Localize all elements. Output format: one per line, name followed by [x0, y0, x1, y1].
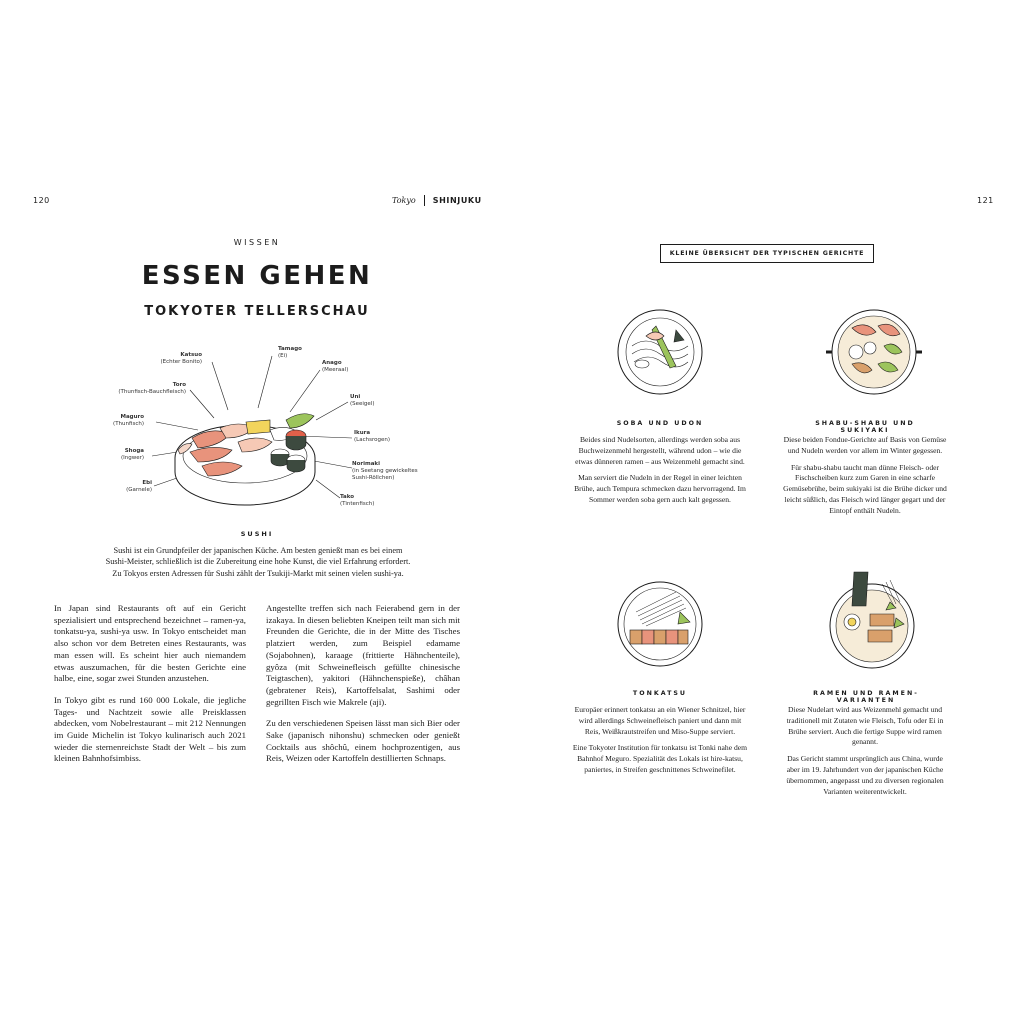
- body-paragraph: Angestellte treffen sich nach Feierabend gern in der izakaya. In diesen beliebten Kneipen teilt man sich mit Freunden die Gerichte, die in der Mitte des Tisches platziert werden, zum Beispiel edamame (Sojabohnen), karaage (frittierte Hähnchenteile), gyôza (mit Schweinefleisch gefüllte chinesische Teigtaschen), yakitori (Hähnchenspieße), châhan (gebratener Reis), Kartoffelsalat, Sashimi oder gegrillten Fisch wie Makrele (aji).: [266, 603, 460, 707]
- dish-paragraph: Diese beiden Fondue-Gerichte auf Basis von Gemüse und Nudeln werden vor allem im Winter gegessen.: [783, 435, 947, 455]
- sushi-caption: [80, 545, 436, 579]
- sushi-caption-line: Zu Tokyos ersten Adressen für Sushi zählt der Tsukiji-Markt mit seinen vielen sushi-ya.: [112, 568, 404, 578]
- label-maguro: [96, 414, 144, 428]
- sushi-caption-line: Sushi ist ein Grundpfeiler der japanischen Küche. Am besten genießt man es bei einem: [113, 546, 403, 555]
- dish-paragraph: Diese Nudelart wird aus Weizenmehl gemacht und traditionell mit Zutaten wie Fleisch, Tofu oder Ei in Brühe serviert. Auch die fertige Suppe wird ramen genannt.: [786, 705, 944, 747]
- label-uni-name: Uni: [350, 394, 361, 400]
- label-anago: [322, 360, 366, 374]
- label-katsuo: [150, 352, 202, 366]
- label-ebi: [104, 480, 152, 494]
- page-title: ESSEN GEHEN: [141, 261, 373, 291]
- label-maguro-sub: (Thunfisch): [113, 421, 144, 427]
- label-tamago: [278, 346, 318, 360]
- label-shoga-sub: (Ingwer): [120, 455, 144, 461]
- label-toro-name: Toro: [172, 382, 186, 388]
- label-norimaki: [352, 461, 432, 482]
- body-paragraph: In Tokyo gibt es rund 160 000 Lokale, die jegliche Tages- und Nachtzeit sowie alle Preisklassen abdecken, vom Nobelrestaurant – mit 212 Nennungen im Guide Michelin ist Tokyo kulinarisch auch 2021 wieder die sternenreichste Stadt der Welt – bis zum kleinen Bahnhofsimbiss.: [54, 694, 246, 764]
- page-number-left: 120: [33, 196, 50, 205]
- dish-text-tonkatsu: [572, 705, 748, 782]
- label-tamago-sub: (Ei): [278, 353, 288, 359]
- label-shoga: [100, 448, 144, 462]
- label-tamago-name: Tamago: [278, 346, 302, 352]
- label-katsuo-sub: (Echter Bonito): [160, 359, 202, 365]
- label-ebi-sub: (Garnele): [126, 487, 152, 493]
- label-tako: [340, 494, 388, 508]
- shabu-shabu-pot-illustration: [822, 306, 926, 398]
- label-ebi-name: Ebi: [142, 480, 152, 486]
- dish-paragraph: Man serviert die Nudeln in der Regel in einer leichten Brühe, auch Tempura schmecken dazu hervorragend. Im Sommer werden soba gern auch kalt gegessen.: [574, 473, 746, 504]
- header-divider: [424, 195, 425, 206]
- label-maguro-name: Maguro: [120, 414, 144, 420]
- running-header-city: Tokyo: [392, 196, 416, 205]
- dish-paragraph: Für shabu-shabu taucht man dünne Fleisch- oder Fischscheiben kurz zum Garen in eine scharfe Gemüsebrühe, beim sukiyaki ist die Brühe dicker und leicht süßlich, das Fleisch wird länger gegart und der Eintopf enthält Nudeln.: [783, 462, 947, 515]
- tonkatsu-plate-illustration: [616, 578, 704, 670]
- dish-text-ramen: [782, 705, 948, 803]
- label-norimaki-sub2: Sushi-Röllchen): [352, 475, 395, 481]
- label-katsuo-name: Katsuo: [180, 352, 202, 358]
- dish-title-ramen: RAMEN UND RAMEN-VARIANTEN: [813, 690, 919, 704]
- dish-title-tonkatsu: TONKATSU: [632, 690, 688, 697]
- running-header-district: SHINJUKU: [432, 196, 482, 205]
- label-ikura: [354, 430, 402, 444]
- dish-title-shabu: SHABU-SHABU UND SUKIYAKI: [815, 420, 915, 434]
- sushi-caption-line: Sushi-Meister, schließlich ist die Zubereitung eine hohe Kunst, die viel Erfahrung erfordert.: [105, 557, 411, 567]
- dish-title-soba: SOBA UND UDON: [616, 420, 704, 427]
- label-uni-sub: (Seeigel): [350, 401, 375, 407]
- label-tako-sub: (Tintenfisch): [340, 501, 375, 507]
- section-kicker: WISSEN: [233, 238, 281, 247]
- label-toro-sub: (Thunfisch-Bauchfleisch): [118, 389, 186, 395]
- ramen-bowl-illustration: [824, 570, 920, 670]
- page-number-right: 121: [977, 196, 994, 205]
- body-paragraph: Zu den verschiedenen Speisen lässt man sich Bier oder Sake (japanisch nihonshu) schmecken oder genießt Cocktails aus shôchû, einem hochprozentigen, aus Reis, Weizen oder Kartoffeln destillierten Schnaps.: [266, 718, 460, 764]
- label-norimaki-name: Norimaki: [352, 461, 380, 467]
- soba-bowl-illustration: [616, 306, 704, 398]
- label-tako-name: Tako: [340, 494, 355, 500]
- body-paragraph: In Japan sind Restaurants oft auf ein Gericht spezialisiert und entsprechend bezeichnet – ramen-ya, tonkatsu-ya, sushi-ya usw. In Tokyo entscheidet man also schon vor dem Betreten eines Restaurants, was man essen will. Es scheint hier auch niemandem etwas auszumachen, für die besten Gerichte eine halbe, eine, sogar zwei Stunden anzustehen.: [54, 603, 246, 684]
- label-toro: [86, 382, 186, 396]
- label-shoga-name: Shoga: [124, 448, 144, 454]
- label-anago-sub: (Meeraal): [322, 367, 349, 373]
- label-ikura-sub: (Lachsrogen): [354, 437, 390, 443]
- body-column-1: [54, 603, 246, 775]
- dish-paragraph: Beides sind Nudelsorten, allerdings werden soba aus Buchweizenmehl hergestellt, während udon – wie die etwas dünneren ramen – aus Weizenmehl gemacht sind.: [575, 435, 745, 466]
- dish-text-shabu: [782, 435, 948, 523]
- label-ikura-name: Ikura: [354, 430, 371, 436]
- label-norimaki-sub: (in Seetang gewickeltes: [352, 468, 418, 474]
- sushi-caption-title: SUSHI: [240, 530, 274, 538]
- label-uni: [350, 394, 394, 408]
- running-header: [392, 195, 482, 206]
- dish-text-soba: [572, 435, 748, 512]
- page-subtitle: TOKYOTER TELLERSCHAU: [144, 304, 370, 319]
- dish-paragraph: Das Gericht stammt ursprünglich aus China, wurde aber im 19. Jahrhundert von der japanischen Küche übernommen, angepasst und zu diversen regionalen Varianten weiterentwickelt.: [786, 754, 944, 796]
- dish-paragraph: Europäer erinnert tonkatsu an ein Wiener Schnitzel, hier wird allerdings Schweinefleisch paniert und dann mit Reis, Weißkrautstreifen und Miso-Suppe serviert.: [574, 705, 746, 736]
- body-column-2: [266, 603, 460, 775]
- label-anago-name: Anago: [322, 360, 342, 366]
- dish-paragraph: Eine Tokyoter Institution für tonkatsu ist Tonki nahe dem Bahnhof Meguro. Spezialität des Lokals ist hire-katsu, paniertes, in Streifen geschnittenes Schweinefilet.: [572, 743, 748, 774]
- overview-box-title: KLEINE ÜBERSICHT DER TYPISCHEN GERICHTE: [660, 244, 874, 263]
